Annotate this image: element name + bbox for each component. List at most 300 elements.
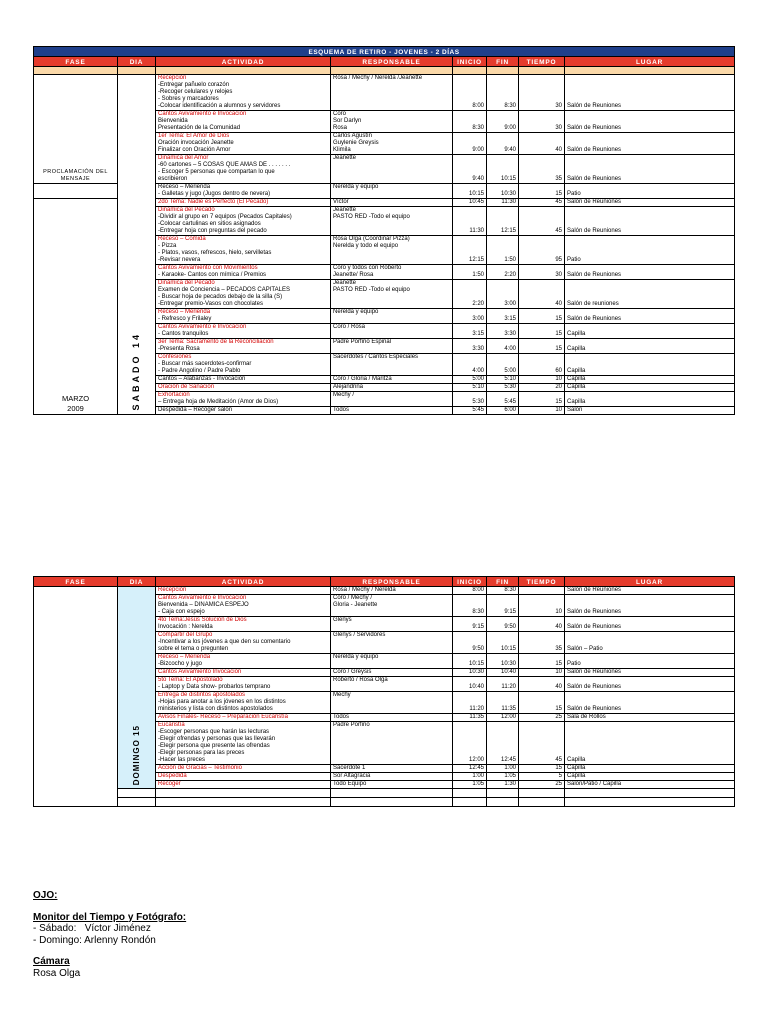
activity-line: Bienvenida bbox=[158, 118, 188, 124]
responsible-line: Víctor bbox=[333, 199, 349, 205]
location: Capilla bbox=[565, 765, 735, 773]
responsible-line: Jeanette/ Rosa bbox=[333, 272, 374, 278]
start-time: 10:15 bbox=[453, 184, 487, 199]
activity-cell bbox=[156, 392, 331, 407]
end-time: 11:20 bbox=[487, 677, 519, 692]
duration: 45 bbox=[519, 722, 565, 765]
activity-cell bbox=[156, 765, 331, 773]
activity-line: escribieron bbox=[158, 176, 188, 182]
location: Capilla bbox=[565, 339, 735, 354]
end-time: 12:15 bbox=[487, 207, 519, 236]
activity-cell bbox=[156, 265, 331, 280]
start-time: 10:40 bbox=[453, 677, 487, 692]
start-time: 10:15 bbox=[453, 654, 487, 669]
activity-line: Invocación : Nerelda bbox=[158, 624, 213, 630]
activity-cell bbox=[156, 654, 331, 669]
activity-title: 3er Tema: Sacramento de la Reconciliación bbox=[158, 339, 274, 345]
column-header: ACTIVIDAD bbox=[156, 57, 331, 67]
end-time: 11:30 bbox=[487, 199, 519, 207]
duration: 15 bbox=[519, 765, 565, 773]
activity-line: -Dividir al grupo en 7 equipos (Pecados Capitales) bbox=[158, 214, 292, 220]
day-cell bbox=[118, 587, 156, 789]
responsible-cell bbox=[331, 111, 453, 133]
start-time: 3:15 bbox=[453, 324, 487, 339]
responsible-cell bbox=[331, 376, 453, 384]
activity-title: Recoger bbox=[158, 781, 181, 787]
location: Capilla bbox=[565, 354, 735, 376]
responsible-cell bbox=[331, 722, 453, 765]
end-time: 5:10 bbox=[487, 376, 519, 384]
activity-line: -60 cartones – 5 COSAS QUE AMAS DE . . . . . . . bbox=[158, 162, 291, 168]
table-row bbox=[34, 587, 735, 595]
start-time: 5:45 bbox=[453, 407, 487, 415]
end-time: 8:30 bbox=[487, 587, 519, 595]
start-time: 12:15 bbox=[453, 236, 487, 265]
empty-cell bbox=[565, 798, 735, 807]
activity-line: - Galletas y jugo (Jugos dentro de nevera) bbox=[158, 191, 271, 197]
duration: 15 bbox=[519, 392, 565, 407]
activity-line: -Hacer las preces bbox=[158, 757, 206, 763]
duration: 40 bbox=[519, 617, 565, 632]
location: Salón de Reuniones bbox=[565, 155, 735, 184]
activity-cell bbox=[156, 309, 331, 324]
duration: 10 bbox=[519, 407, 565, 415]
location: Salón de Reuniones bbox=[565, 75, 735, 111]
activity-title: Despedida bbox=[158, 773, 187, 779]
activity-title: Cantos Avivamiento e Invocación bbox=[158, 324, 247, 330]
end-time: 3:30 bbox=[487, 324, 519, 339]
duration: 30 bbox=[519, 111, 565, 133]
start-time: 3:30 bbox=[453, 339, 487, 354]
end-time: 5:45 bbox=[487, 392, 519, 407]
responsible-line: Todo Equipo bbox=[333, 781, 367, 787]
activity-line: -Hojas para anotar a los jóvenes en los distintos bbox=[158, 699, 286, 705]
duration: 35 bbox=[519, 632, 565, 654]
end-time: 1:05 bbox=[487, 773, 519, 781]
activity-title: Cantos Avivamiento e Invocación bbox=[158, 595, 247, 601]
activity-cell bbox=[156, 207, 331, 236]
activity-line: - Padre Angolino / Padre Pablo bbox=[158, 368, 241, 374]
activity-line: -Elegir persona que presente las ofrendas bbox=[158, 743, 270, 749]
activity-cell bbox=[156, 199, 331, 207]
activity-title: Dinámica del Pecado bbox=[158, 280, 215, 286]
activity-title: Recepción bbox=[158, 587, 187, 593]
start-time: 9:00 bbox=[453, 133, 487, 155]
duration: 45 bbox=[519, 207, 565, 236]
location: Salón de Reuniones bbox=[565, 677, 735, 692]
end-time: 3:15 bbox=[487, 309, 519, 324]
start-time: 3:00 bbox=[453, 309, 487, 324]
responsible-line: Rosa / Mechy / Nerelda /Jeanette bbox=[333, 75, 423, 81]
day-label: SABADO 14 bbox=[131, 332, 141, 411]
activity-cell bbox=[156, 236, 331, 265]
start-time: 9:15 bbox=[453, 617, 487, 632]
end-time: 9:40 bbox=[487, 133, 519, 155]
location: Salón de Reuniones bbox=[565, 133, 735, 155]
start-time: 10:30 bbox=[453, 669, 487, 677]
duration: 45 bbox=[519, 199, 565, 207]
responsible-line: Padre Porfirio Espinal bbox=[333, 339, 392, 345]
activity-cell bbox=[156, 407, 331, 415]
column-header-row bbox=[34, 57, 735, 67]
end-time: 9:00 bbox=[487, 111, 519, 133]
column-header: FASE bbox=[34, 57, 118, 67]
start-time: 9:40 bbox=[453, 155, 487, 184]
responsible-cell bbox=[331, 669, 453, 677]
end-time: 10:40 bbox=[487, 669, 519, 677]
ojo-heading: OJO: bbox=[33, 890, 58, 901]
activity-cell bbox=[156, 632, 331, 654]
duration: 15 bbox=[519, 654, 565, 669]
column-header: RESPONSABLE bbox=[331, 577, 453, 587]
activity-title: Avisos Finales- Receso – Preparación Eucaristía bbox=[158, 714, 288, 720]
activity-cell bbox=[156, 587, 331, 595]
activity-title: Compartir del Grupo bbox=[158, 632, 213, 638]
activity-cell bbox=[156, 722, 331, 765]
start-time: 5:30 bbox=[453, 392, 487, 407]
activity-title: Cantos Avivamiento con Movimientos bbox=[158, 265, 258, 271]
duration: 15 bbox=[519, 324, 565, 339]
start-time: 1:05 bbox=[453, 781, 487, 789]
responsible-line: Jeanette bbox=[333, 155, 357, 161]
activity-line: -Incentivar a los jóvenes a que den su comentario bbox=[158, 639, 291, 645]
activity-title: 1er Tema: El Amor de Dios bbox=[158, 133, 230, 139]
responsible-cell bbox=[331, 617, 453, 632]
activity-line: Oración invocación Jeanette bbox=[158, 140, 234, 146]
column-header-row bbox=[34, 577, 735, 587]
responsible-cell bbox=[331, 133, 453, 155]
start-time: 5:00 bbox=[453, 376, 487, 384]
column-header: FIN bbox=[487, 577, 519, 587]
location: Capilla bbox=[565, 324, 735, 339]
responsible-cell bbox=[331, 384, 453, 392]
location: Salón – Patio bbox=[565, 632, 735, 654]
activity-cell bbox=[156, 184, 331, 199]
column-header: INICIO bbox=[453, 57, 487, 67]
location: Patio bbox=[565, 654, 735, 669]
notes-section bbox=[33, 890, 186, 979]
phase-label: PROCLAMACIÓN DEL MENSAJE bbox=[43, 169, 108, 182]
column-header: DIA bbox=[118, 577, 156, 587]
activity-cell bbox=[156, 354, 331, 376]
activity-cell bbox=[156, 677, 331, 692]
duration: 5 bbox=[519, 773, 565, 781]
start-time: 1:50 bbox=[453, 265, 487, 280]
responsible-line: Carlos Agustín bbox=[333, 133, 373, 139]
activity-title: Receso – Comida bbox=[158, 236, 206, 242]
end-time: 6:00 bbox=[487, 407, 519, 415]
end-time: 8:30 bbox=[487, 75, 519, 111]
start-time: 11:20 bbox=[453, 692, 487, 714]
column-header: LUGAR bbox=[565, 57, 735, 67]
end-time: 3:00 bbox=[487, 280, 519, 309]
activity-title: Cantos Avivamiento e Invocación bbox=[158, 111, 247, 117]
start-time: 1:00 bbox=[453, 773, 487, 781]
empty-cell bbox=[519, 789, 565, 798]
year-label: 2009 bbox=[67, 404, 84, 413]
phase-cell-empty bbox=[34, 184, 118, 199]
location: Capilla bbox=[565, 376, 735, 384]
activity-cell bbox=[156, 280, 331, 309]
camera-heading: Cámara bbox=[33, 956, 70, 967]
end-time: 12:00 bbox=[487, 714, 519, 722]
schedule-title: ESQUEMA DE RETIRO - JOVENES - 2 DÍAS bbox=[34, 47, 735, 57]
activity-line: -Elegir ofrendas y personas que las llevarán bbox=[158, 736, 276, 742]
responsible-line: Sor Altagracia bbox=[333, 773, 371, 779]
responsible-cell bbox=[331, 692, 453, 714]
monitor-heading: Monitor del Tiempo y Fotógrafo: bbox=[33, 911, 187, 923]
column-header: TIEMPO bbox=[519, 577, 565, 587]
responsible-cell bbox=[331, 280, 453, 309]
responsible-line: Guylenie Greysis bbox=[333, 140, 379, 146]
monitor-item-sunday: - Domingo: Arlenny Rondón bbox=[33, 934, 156, 946]
column-header: RESPONSABLE bbox=[331, 57, 453, 67]
duration: 30 bbox=[519, 75, 565, 111]
activity-line: - Sobres y marcadores bbox=[158, 96, 219, 102]
activity-title: 2do Tema: Nadie es Perfecto (El Pecado) bbox=[158, 199, 269, 205]
activity-cell bbox=[156, 384, 331, 392]
day-label: DOMINGO 15 bbox=[132, 724, 141, 785]
duration: 15 bbox=[519, 692, 565, 714]
activity-cell bbox=[156, 617, 331, 632]
responsible-line: Jeanette bbox=[333, 280, 357, 286]
duration: 35 bbox=[519, 155, 565, 184]
activity-line: - Buscar más sacerdotes-confirmar bbox=[158, 361, 252, 367]
activity-line: Despedida – Recoger salón bbox=[158, 407, 233, 413]
activity-line: - Escoger 5 personas que compartan lo que bbox=[158, 169, 275, 175]
activity-line: Finalizar con Oración Amor bbox=[158, 147, 231, 153]
retreat-schedule-saturday bbox=[33, 46, 735, 415]
activity-line: -Entregar hoja con preguntas del pecado bbox=[158, 228, 267, 234]
location: Patio bbox=[565, 236, 735, 265]
activity-line: -Escoger personas que harán las lecturas bbox=[158, 729, 270, 735]
end-time: 4:00 bbox=[487, 339, 519, 354]
location: Capilla bbox=[565, 773, 735, 781]
empty-cell bbox=[331, 789, 453, 798]
activity-line: -Colocar identificación a alumnos y servidores bbox=[158, 103, 281, 109]
duration: 40 bbox=[519, 133, 565, 155]
end-time: 1:50 bbox=[487, 236, 519, 265]
responsible-line: Padre Porfirio bbox=[333, 722, 370, 728]
duration bbox=[519, 587, 565, 595]
activity-title: Entrega de distintos apostolados bbox=[158, 692, 246, 698]
responsible-line: Coro / Greysis bbox=[333, 669, 372, 675]
responsible-cell bbox=[331, 184, 453, 199]
location: Salón de Reuniones bbox=[565, 199, 735, 207]
activity-line: -Presenta Rosa bbox=[158, 346, 200, 352]
responsible-line: Coro y todos con Roberto bbox=[333, 265, 402, 271]
start-time: 10:45 bbox=[453, 199, 487, 207]
activity-line: sobre el tema o pregunten bbox=[158, 646, 229, 652]
responsible-line: Coro / Mechy / bbox=[333, 595, 373, 601]
end-time: 1:00 bbox=[487, 765, 519, 773]
activity-line: – Entrega hoja de Meditación (Amor de Dios) bbox=[158, 399, 279, 405]
empty-cell bbox=[487, 789, 519, 798]
activity-title: Eucaristía bbox=[158, 722, 185, 728]
activity-line: Presentación de la Comunidad bbox=[158, 125, 241, 131]
column-header: TIEMPO bbox=[519, 57, 565, 67]
duration: 10 bbox=[519, 376, 565, 384]
activity-cell bbox=[156, 692, 331, 714]
column-header: DIA bbox=[118, 57, 156, 67]
empty-cell bbox=[118, 798, 156, 807]
responsible-line: Todos bbox=[333, 407, 350, 413]
end-time: 10:15 bbox=[487, 632, 519, 654]
location: Salón de Reuniones bbox=[565, 111, 735, 133]
start-time: 12:45 bbox=[453, 765, 487, 773]
column-header: FASE bbox=[34, 577, 118, 587]
location: Salón de Reuniones bbox=[565, 692, 735, 714]
responsible-cell bbox=[331, 155, 453, 184]
responsible-line: Nerelda y todo el equipo bbox=[333, 243, 399, 249]
activity-line: -Revisar nevera bbox=[158, 257, 201, 263]
duration: 30 bbox=[519, 265, 565, 280]
activity-line: Cantos – Alabanzas - Invocación bbox=[158, 376, 246, 382]
duration: 15 bbox=[519, 339, 565, 354]
activity-title: Receso – Merienda bbox=[158, 309, 211, 315]
empty-cell bbox=[487, 798, 519, 807]
responsible-cell bbox=[331, 714, 453, 722]
activity-line: - Buscar hoja de pecados debajo de la silla (S) bbox=[158, 294, 283, 300]
activity-title: Acción de Gracias – Testimonio bbox=[158, 765, 242, 771]
activity-title: Exhortación bbox=[158, 392, 190, 398]
location: Salón de Reuniones bbox=[565, 669, 735, 677]
start-time: 8:00 bbox=[453, 75, 487, 111]
phase-cell bbox=[34, 75, 118, 184]
activity-title: Receso – Merienda bbox=[158, 654, 211, 660]
end-time: 1:30 bbox=[487, 781, 519, 789]
location: Capilla bbox=[565, 392, 735, 407]
activity-cell bbox=[156, 111, 331, 133]
activity-line: -Elegir personas para las preces bbox=[158, 750, 245, 756]
day-cell bbox=[118, 75, 156, 415]
empty-cell bbox=[519, 798, 565, 807]
responsible-line: Mechy bbox=[333, 692, 351, 698]
location: Patio bbox=[565, 184, 735, 199]
activity-cell bbox=[156, 75, 331, 111]
header-spacer-row bbox=[34, 67, 735, 75]
empty-cell bbox=[453, 789, 487, 798]
location: Capilla bbox=[565, 722, 735, 765]
empty-cell bbox=[331, 798, 453, 807]
duration: 10 bbox=[519, 595, 565, 617]
responsible-line: Glenys / Servidores bbox=[333, 632, 386, 638]
duration: 95 bbox=[519, 236, 565, 265]
month-label: MARZO bbox=[61, 394, 90, 403]
activity-line: -Entregar premio-Vasos con chocolates bbox=[158, 301, 263, 307]
duration: 25 bbox=[519, 714, 565, 722]
table-row-empty bbox=[34, 798, 735, 807]
location: Salón de Reuniones bbox=[565, 207, 735, 236]
responsible-line: Sacerdote 1 bbox=[333, 765, 366, 771]
activity-line: - Laptop y Data show- probarlos temprano bbox=[158, 684, 271, 690]
end-time: 2:20 bbox=[487, 265, 519, 280]
activity-title: Dinámica del Amor bbox=[158, 155, 209, 161]
responsible-line: PASTO RED -Todo el equipo bbox=[333, 214, 410, 220]
activity-line: Receso – Merienda bbox=[158, 184, 211, 190]
activity-line: Bienvenida – DINAMICA ESPEJO bbox=[158, 602, 249, 608]
activity-title: Oración de Sanación bbox=[158, 384, 215, 390]
duration: 15 bbox=[519, 184, 565, 199]
responsible-line: Klimila bbox=[333, 147, 351, 153]
responsible-cell bbox=[331, 236, 453, 265]
retreat-schedule-sunday bbox=[33, 576, 735, 807]
start-time: 11:35 bbox=[453, 714, 487, 722]
monitor-item-saturday: - Sábado: Víctor Jiménez bbox=[33, 923, 151, 934]
activity-line: - Platos, vasos, refrescos, hielo, servilletas bbox=[158, 250, 272, 256]
responsible-line: Rosa / Mechy / Nerelda bbox=[333, 587, 396, 593]
activity-line: ministerios y lista con distintos apostolados bbox=[158, 706, 273, 712]
table-row-empty bbox=[34, 789, 735, 798]
responsible-cell bbox=[331, 199, 453, 207]
end-time: 12:45 bbox=[487, 722, 519, 765]
activity-cell bbox=[156, 155, 331, 184]
responsible-cell bbox=[331, 324, 453, 339]
activity-title: Cantos Avivamiento Invocación bbox=[158, 669, 242, 675]
location: Sala de Rollos bbox=[565, 714, 735, 722]
responsible-line: Todos bbox=[333, 714, 350, 720]
responsible-line: Roberto / Rosa Olga bbox=[333, 677, 388, 683]
activity-title: Confesiones bbox=[158, 354, 192, 360]
responsible-line: Sor Darlyn bbox=[333, 118, 362, 124]
responsible-line: Rosa bbox=[333, 125, 348, 131]
responsible-line: Coro / Rosa bbox=[333, 324, 366, 330]
activity-cell bbox=[156, 133, 331, 155]
responsible-cell bbox=[331, 407, 453, 415]
responsible-cell bbox=[331, 339, 453, 354]
responsible-cell bbox=[331, 207, 453, 236]
start-time: 2:20 bbox=[453, 280, 487, 309]
end-time: 10:30 bbox=[487, 654, 519, 669]
location: Salón de Reuniones bbox=[565, 587, 735, 595]
responsible-line: Nerelda y equipo bbox=[333, 654, 379, 660]
end-time: 11:35 bbox=[487, 692, 519, 714]
responsible-line: Jeanette bbox=[333, 207, 357, 213]
empty-cell bbox=[453, 798, 487, 807]
responsible-line: Glenys bbox=[333, 617, 352, 623]
responsible-cell bbox=[331, 587, 453, 595]
location: Salón bbox=[565, 407, 735, 415]
responsible-line: Coro bbox=[333, 111, 347, 117]
activity-line: - Refresco y Frilaley bbox=[158, 316, 212, 322]
table-row bbox=[34, 75, 735, 111]
activity-title: 4to Tema:Jesús Solución de Dios bbox=[158, 617, 247, 623]
responsible-line: Rosa Olga (Coordinar Pizza) bbox=[333, 236, 410, 242]
activity-line: - Pizza bbox=[158, 243, 177, 249]
activity-cell bbox=[156, 376, 331, 384]
activity-line: - Karaoke- Cantos con mímica / Premios bbox=[158, 272, 267, 278]
empty-cell bbox=[156, 798, 331, 807]
responsible-line: Nerelda y equipo bbox=[333, 184, 379, 190]
activity-line: Examen de Conciencia – PECADOS CAPITALES bbox=[158, 287, 290, 293]
end-time: 10:30 bbox=[487, 184, 519, 199]
start-time: 12:00 bbox=[453, 722, 487, 765]
column-header: INICIO bbox=[453, 577, 487, 587]
responsible-line: PASTO RED -Todo el equipo bbox=[333, 287, 410, 293]
activity-cell bbox=[156, 714, 331, 722]
activity-line: -Recoger celulares y relojes bbox=[158, 89, 233, 95]
phase-date-cell bbox=[34, 199, 118, 415]
responsible-cell bbox=[331, 354, 453, 376]
activity-title: 5to Tema: El Apostolado bbox=[158, 677, 223, 683]
responsible-cell bbox=[331, 781, 453, 789]
activity-cell bbox=[156, 781, 331, 789]
activity-cell bbox=[156, 339, 331, 354]
empty-cell bbox=[118, 789, 156, 798]
duration: 40 bbox=[519, 677, 565, 692]
duration: 15 bbox=[519, 309, 565, 324]
end-time: 5:30 bbox=[487, 384, 519, 392]
